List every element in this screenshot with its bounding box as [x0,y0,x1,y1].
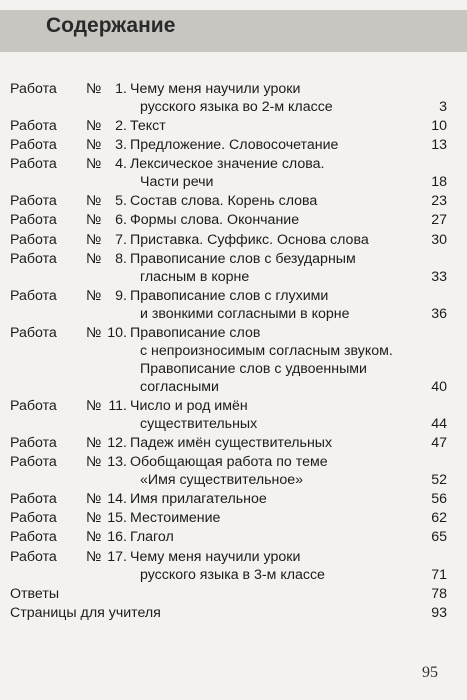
toc-line [10,211,447,229]
toc-entry [10,211,447,229]
entry-page: 93 [431,604,447,621]
number-sign: № [86,118,102,135]
entry-title: Глагол [130,529,174,546]
entry-page: 27 [431,212,447,229]
number-sign: № [86,510,102,527]
entry-page: 23 [431,193,447,210]
toc-entry [10,397,447,433]
work-label: Работа [10,529,57,546]
toc-line [10,471,447,489]
entry-title: Страницы для учителя [10,604,161,621]
toc-entry [10,231,447,249]
toc-entry [10,192,447,210]
number-sign: № [86,529,102,546]
number-sign: № [86,491,102,508]
entry-title: Чему меня научили уроки [130,548,301,565]
number-sign: № [86,250,102,267]
entry-title: с непроизносимым согласным звуком. [140,342,393,359]
entry-page: 30 [431,231,447,248]
work-label: Работа [10,118,57,135]
toc-entry [10,155,447,191]
work-number: 15. [107,510,127,527]
toc-line [10,548,447,566]
work-number: 16. [107,529,127,546]
entry-page: 56 [431,491,447,508]
work-number: 11. [108,397,127,414]
work-label: Работа [10,454,57,471]
number-sign: № [86,548,102,565]
toc-line [10,585,447,603]
work-number: 3. [115,137,127,154]
entry-title: Правописание слов с безударным [130,250,356,267]
toc-entry [10,528,447,546]
work-number: 12. [107,435,127,452]
toc-line [10,287,447,305]
entry-title: Части речи [140,174,214,191]
entry-title: Чему меня научили уроки [130,81,301,97]
number-sign: № [86,397,102,414]
work-number: 1. [115,81,127,97]
toc-entry [10,324,447,396]
entry-title: Состав слова. Корень слова [130,193,318,210]
toc-line [10,509,447,527]
toc-line [10,453,447,471]
toc-line [10,604,447,622]
entry-page: 10 [431,118,447,135]
work-label: Работа [10,156,57,173]
toc-line [10,397,447,415]
toc-line [10,324,447,342]
entry-page: 3 [439,99,447,115]
toc-line [10,305,447,323]
entry-title: Лексическое значение слова. [130,156,325,173]
toc-line [10,192,447,210]
work-label: Работа [10,324,57,341]
toc-entry [10,509,447,527]
toc-line [10,80,447,98]
number-sign: № [86,137,102,154]
work-label: Работа [10,435,57,452]
toc-line [10,528,447,546]
toc-line [10,415,447,433]
entry-title: «Имя существительное» [140,472,304,489]
entry-title: Правописание слов [130,324,261,341]
number-sign: № [86,231,102,248]
work-label: Работа [10,193,57,210]
entry-title: Текст [130,118,166,135]
entry-page: 33 [431,268,447,285]
entry-title: гласным в корне [140,268,250,285]
work-label: Работа [10,250,57,267]
toc-entry-extra [10,585,447,603]
toc-entry [10,250,447,286]
toc-line [10,155,447,173]
work-label: Работа [10,548,57,565]
work-number: 13. [107,454,127,471]
toc-line [10,378,447,396]
toc-line [10,360,447,378]
toc-line [10,566,447,584]
entry-title: русского языка в 3-м классе [140,566,325,583]
entry-page: 65 [431,529,447,546]
work-label: Работа [10,81,57,97]
toc-line [10,231,447,249]
page-number: 95 [422,664,438,681]
toc-entry [10,287,447,323]
work-number: 2. [115,118,127,135]
number-sign: № [86,193,102,210]
entry-title: согласными [140,378,219,395]
toc-line [10,117,447,135]
work-label: Работа [10,231,57,248]
work-number: 9. [115,287,127,304]
entry-title: и звонкими согласными в корне [140,305,350,322]
toc-entry [10,434,447,452]
toc-entry [10,80,447,116]
entry-title: Предложение. Словосочетание [130,137,339,154]
toc-line [10,342,447,360]
entry-title: Приставка. Суффикс. Основа слова [130,231,369,248]
work-number: 8. [115,250,127,267]
toc-entry [10,117,447,135]
number-sign: № [86,324,102,341]
work-label: Работа [10,491,57,508]
entry-page: 36 [431,305,447,322]
toc-entry-extra [10,604,447,622]
entry-title: русского языка во 2-м классе [140,99,333,115]
header [0,0,467,60]
work-number: 14. [107,491,127,508]
work-number: 6. [115,212,127,229]
toc-line [10,136,447,154]
work-number: 7. [115,231,127,248]
entry-title: Падеж имён существительных [130,435,333,452]
entry-page: 52 [431,472,447,489]
entry-title: Правописание слов с удвоенными [140,360,367,377]
toc-entry [10,490,447,508]
entry-page: 71 [431,566,447,583]
toc-entry [10,136,447,154]
entry-title: существительных [140,415,258,432]
toc-line [10,98,447,116]
work-number: 10. [107,324,127,341]
work-number: 17. [107,548,127,565]
entry-title: Имя прилагательное [130,491,267,508]
work-label: Работа [10,287,57,304]
work-label: Работа [10,397,57,414]
toc-line [10,173,447,191]
entry-title: Число и род имён [130,397,248,414]
work-label: Работа [10,137,57,154]
work-label: Работа [10,212,57,229]
entry-title: Местоимение [130,510,221,527]
entry-title: Обобщающая работа по теме [130,454,328,471]
entry-page: 47 [431,435,447,452]
entry-page: 78 [431,585,447,602]
toc-line [10,434,447,452]
number-sign: № [86,156,102,173]
entry-page: 18 [431,174,447,191]
entry-page: 62 [431,510,447,527]
entry-title: Ответы [10,585,60,602]
work-number: 5. [115,193,127,210]
toc-entry [10,453,447,489]
number-sign: № [86,454,102,471]
toc-line [10,268,447,286]
number-sign: № [86,81,102,97]
toc-entry [10,548,447,584]
entry-page: 40 [431,378,447,395]
table-of-contents [10,80,447,623]
entry-title: Формы слова. Окончание [130,212,300,229]
entry-title: Правописание слов с глухими [130,287,329,304]
number-sign: № [86,435,102,452]
entry-page: 44 [431,415,447,432]
number-sign: № [86,287,102,304]
toc-line [10,490,447,508]
page-title: Содержание [46,14,176,37]
work-label: Работа [10,510,57,527]
toc-line [10,250,447,268]
number-sign: № [86,212,102,229]
entry-page: 13 [431,137,447,154]
work-number: 4. [115,156,127,173]
